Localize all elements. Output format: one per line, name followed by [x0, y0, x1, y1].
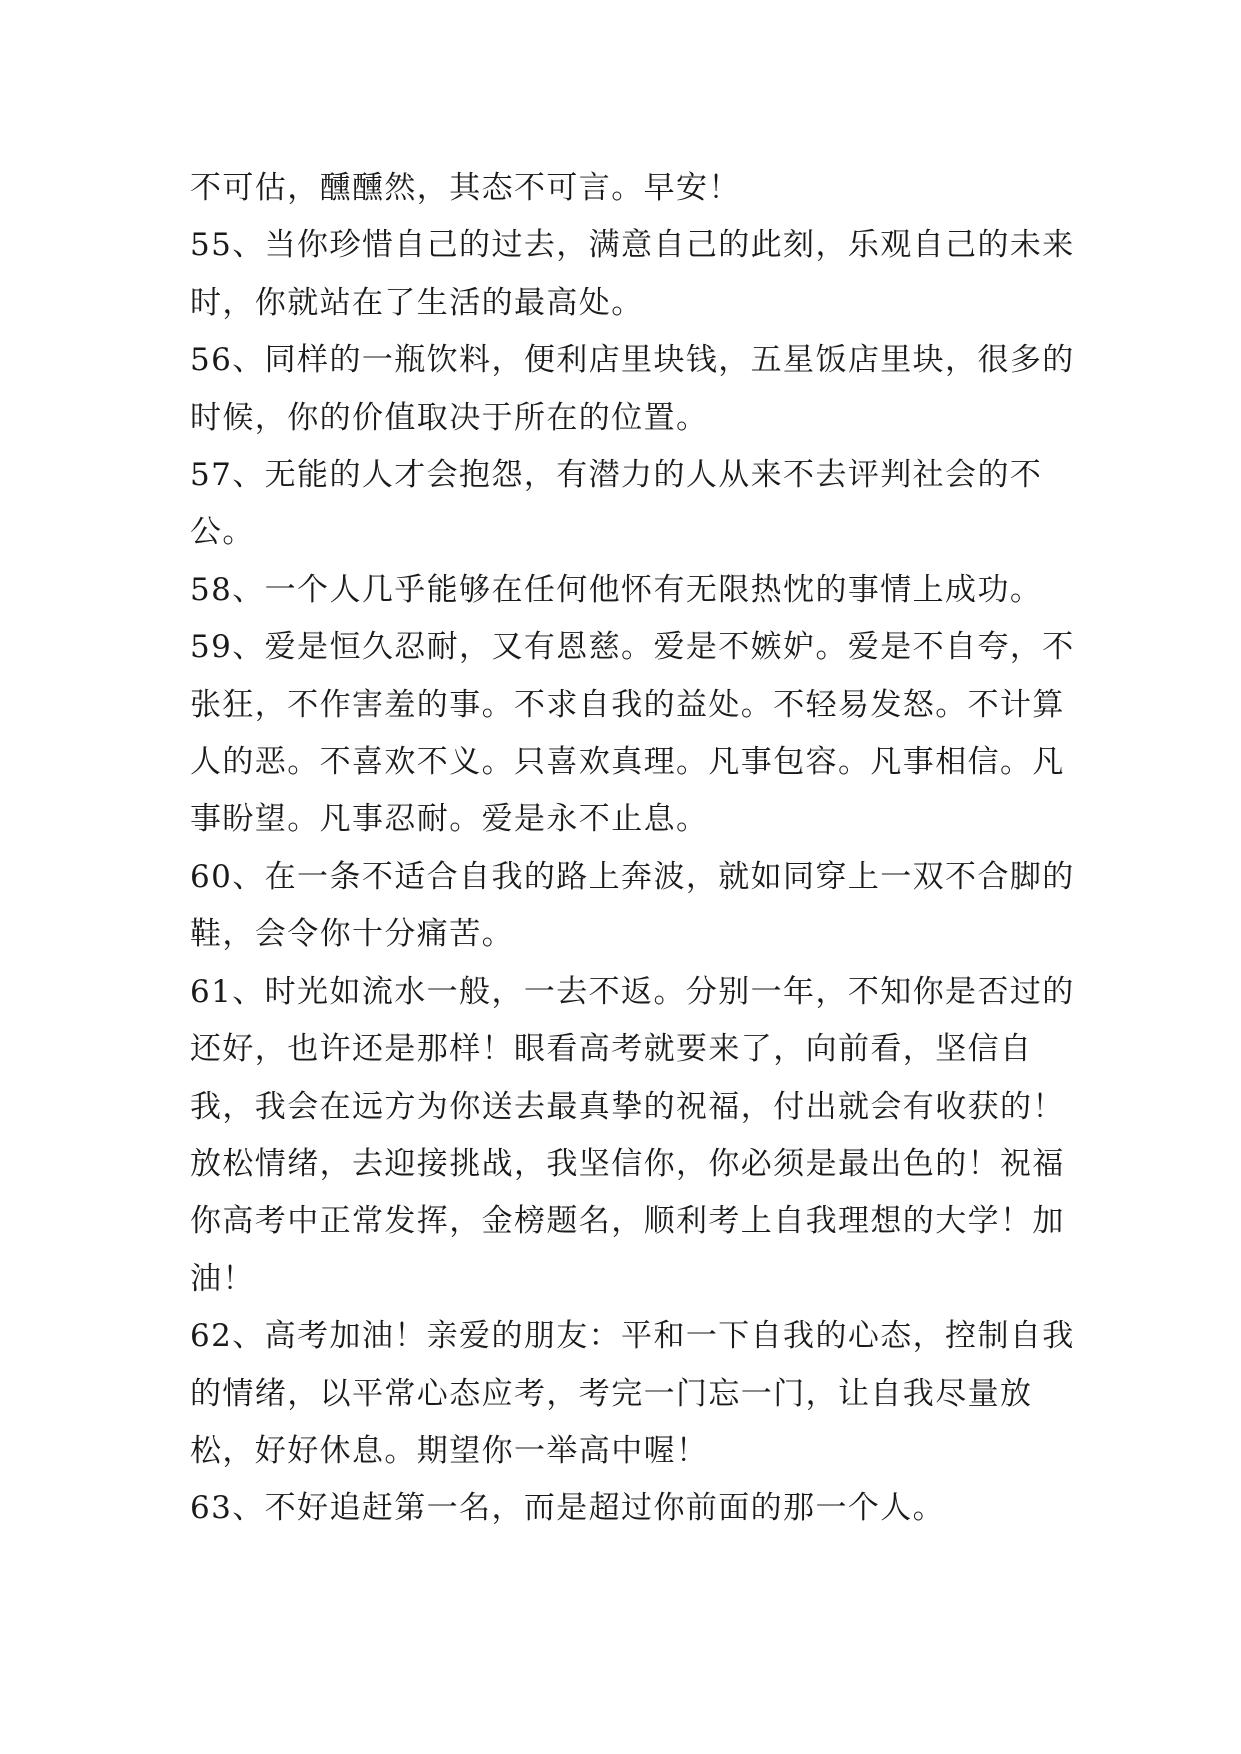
- paragraph-62: 62、高考加油！亲爱的朋友：平和一下自我的心态，控制自我的情绪，以平常心态应考，考完一门忘一门，让自我尽量放松，好好休息。期望你一举高中喔！: [190, 1318, 1075, 1469]
- paragraph-58: 58、一个人几乎能够在任何他怀有无限热忱的事情上成功。: [190, 571, 1043, 608]
- paragraph-61: 61、时光如流水一般，一去不返。分别一年，不知你是否过的还好，也许还是那样！眼看高考就要来了，向前看，坚信自我，我会在远方为你送去最真挚的祝福，付出就会有收获的！放松情绪，去迎接挑战，我坚信你，你必须是最出色的！祝福你高考中正常发挥，金榜题名，顺利考上自我理想的大学！加油！: [190, 973, 1075, 1297]
- paragraph-57: 57、无能的人才会抱怨，有潜力的人从来不去评判社会的不公。: [190, 457, 1043, 551]
- paragraph-63: 63、不好追赶第一名，而是超过你前面的那一个人。: [190, 1490, 946, 1527]
- paragraph-continuation: 不可估，醺醺然，其态不可言。早安！: [190, 170, 741, 206]
- paragraph-55: 55、当你珍惜自己的过去，满意自己的此刻，乐观自己的未来时，你就站在了生活的最高处。: [190, 227, 1075, 321]
- document-body: [190, 160, 1080, 1538]
- paragraph-59: 59、爱是恒久忍耐，又有恩慈。爱是不嫉妒。爱是不自夸，不张狂，不作害羞的事。不求自我的益处。不轻易发怒。不计算人的恶。不喜欢不义。只喜欢真理。凡事包容。凡事相信。凡事盼望。凡事忍耐。爱是永不止息。: [190, 629, 1075, 838]
- paragraph-60: 60、在一条不适合自我的路上奔波，就如同穿上一双不合脚的鞋，会令你十分痛苦。: [190, 858, 1075, 953]
- paragraph-56: 56、同样的一瓶饮料，便利店里块钱，五星饭店里块，很多的时候，你的价值取决于所在的位置。: [190, 342, 1075, 436]
